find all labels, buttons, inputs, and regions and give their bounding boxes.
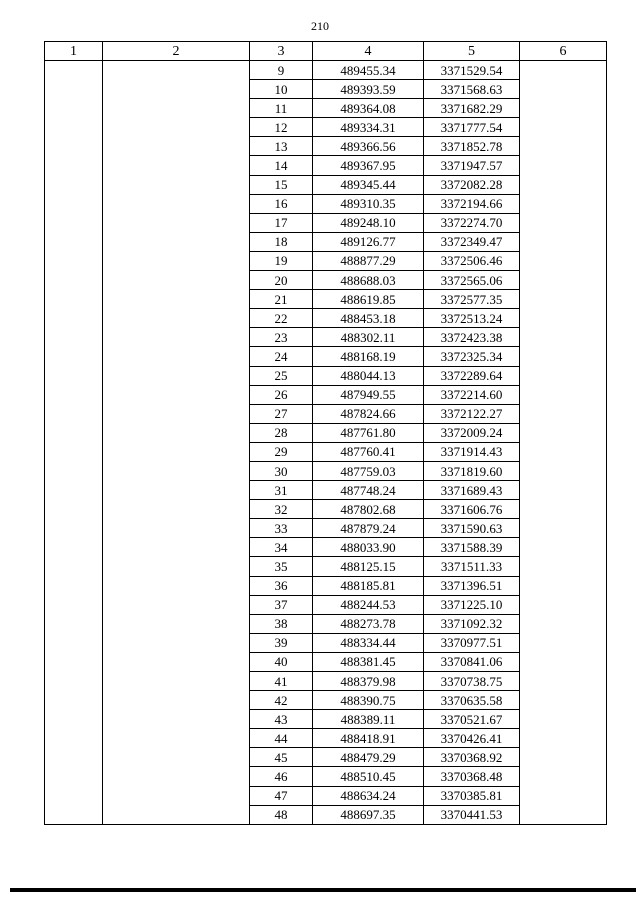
point-number-cell: 24 [250,347,313,366]
x-coordinate-cell: 489366.56 [313,137,424,156]
point-number-cell: 21 [250,290,313,309]
point-number-cell: 39 [250,633,313,652]
y-coordinate-cell: 3372194.66 [424,194,520,213]
column-header-2: 2 [103,42,250,61]
point-number-cell: 30 [250,461,313,480]
point-number-cell: 31 [250,481,313,500]
point-number-cell: 9 [250,61,313,80]
point-number-cell: 13 [250,137,313,156]
point-number-cell: 29 [250,442,313,461]
page-number: 210 [311,19,329,33]
y-coordinate-cell: 3371588.39 [424,538,520,557]
point-number-cell: 41 [250,672,313,691]
y-coordinate-cell: 3370441.53 [424,805,520,824]
y-coordinate-cell: 3372122.27 [424,404,520,423]
y-coordinate-cell: 3371529.54 [424,61,520,80]
x-coordinate-cell: 488510.45 [313,767,424,786]
point-number-cell: 48 [250,805,313,824]
table-row [45,61,607,80]
x-coordinate-cell: 488125.15 [313,557,424,576]
point-number-cell: 32 [250,500,313,519]
y-coordinate-cell: 3371590.63 [424,519,520,538]
x-coordinate-cell: 488379.98 [313,672,424,691]
y-coordinate-cell: 3372349.47 [424,232,520,251]
x-coordinate-cell: 487761.80 [313,423,424,442]
point-number-cell: 11 [250,99,313,118]
x-coordinate-cell: 488389.11 [313,710,424,729]
x-coordinate-cell: 489126.77 [313,232,424,251]
y-coordinate-cell: 3370368.48 [424,767,520,786]
point-number-cell: 15 [250,175,313,194]
footer-rule [10,888,636,892]
point-number-cell: 42 [250,691,313,710]
x-coordinate-cell: 488033.90 [313,538,424,557]
x-coordinate-cell: 488390.75 [313,691,424,710]
point-number-cell: 46 [250,767,313,786]
y-coordinate-cell: 3371568.63 [424,80,520,99]
y-coordinate-cell: 3372577.35 [424,290,520,309]
point-number-cell: 36 [250,576,313,595]
point-number-cell: 17 [250,213,313,232]
y-coordinate-cell: 3371225.10 [424,595,520,614]
x-coordinate-cell: 488877.29 [313,251,424,270]
point-number-cell: 34 [250,538,313,557]
y-coordinate-cell: 3372325.34 [424,347,520,366]
y-coordinate-cell: 3371852.78 [424,137,520,156]
y-coordinate-cell: 3370738.75 [424,672,520,691]
x-coordinate-cell: 488418.91 [313,729,424,748]
y-coordinate-cell: 3370521.67 [424,710,520,729]
point-number-cell: 12 [250,118,313,137]
y-coordinate-cell: 3371947.57 [424,156,520,175]
x-coordinate-cell: 487879.24 [313,519,424,538]
y-coordinate-cell: 3372009.24 [424,423,520,442]
column-header-4: 4 [313,42,424,61]
x-coordinate-cell: 489393.59 [313,80,424,99]
point-number-cell: 47 [250,786,313,805]
x-coordinate-cell: 487759.03 [313,461,424,480]
x-coordinate-cell: 488185.81 [313,576,424,595]
table-body [45,61,607,825]
x-coordinate-cell: 488302.11 [313,328,424,347]
point-number-cell: 14 [250,156,313,175]
x-coordinate-cell: 488273.78 [313,614,424,633]
column-header-1: 1 [45,42,103,61]
x-coordinate-cell: 489334.31 [313,118,424,137]
x-coordinate-cell: 487760.41 [313,442,424,461]
y-coordinate-cell: 3371777.54 [424,118,520,137]
y-coordinate-cell: 3371606.76 [424,500,520,519]
y-coordinate-cell: 3371819.60 [424,461,520,480]
x-coordinate-cell: 488619.85 [313,290,424,309]
x-coordinate-cell: 488453.18 [313,309,424,328]
x-coordinate-cell: 488634.24 [313,786,424,805]
y-coordinate-cell: 3370841.06 [424,652,520,671]
point-number-cell: 33 [250,519,313,538]
point-number-cell: 22 [250,309,313,328]
column-header-5: 5 [424,42,520,61]
y-coordinate-cell: 3370426.41 [424,729,520,748]
y-coordinate-cell: 3370368.92 [424,748,520,767]
point-number-cell: 20 [250,271,313,290]
x-coordinate-cell: 489345.44 [313,175,424,194]
point-number-cell: 45 [250,748,313,767]
y-coordinate-cell: 3371396.51 [424,576,520,595]
x-coordinate-cell: 488334.44 [313,633,424,652]
y-coordinate-cell: 3372513.24 [424,309,520,328]
x-coordinate-cell: 488168.19 [313,347,424,366]
point-number-cell: 19 [250,251,313,270]
x-coordinate-cell: 489455.34 [313,61,424,80]
x-coordinate-cell: 487748.24 [313,481,424,500]
y-coordinate-cell: 3371511.33 [424,557,520,576]
point-number-cell: 28 [250,423,313,442]
y-coordinate-cell: 3372565.06 [424,271,520,290]
point-number-cell: 18 [250,232,313,251]
point-number-cell: 25 [250,366,313,385]
y-coordinate-cell: 3370385.81 [424,786,520,805]
y-coordinate-cell: 3370635.58 [424,691,520,710]
y-coordinate-cell: 3371092.32 [424,614,520,633]
y-coordinate-cell: 3372506.46 [424,251,520,270]
x-coordinate-cell: 488697.35 [313,805,424,824]
x-coordinate-cell: 488244.53 [313,595,424,614]
point-number-cell: 40 [250,652,313,671]
x-coordinate-cell: 489248.10 [313,213,424,232]
x-coordinate-cell: 489367.95 [313,156,424,175]
point-number-cell: 10 [250,80,313,99]
point-number-cell: 37 [250,595,313,614]
point-number-cell: 38 [250,614,313,633]
x-coordinate-cell: 489310.35 [313,194,424,213]
y-coordinate-cell: 3371914.43 [424,442,520,461]
point-number-cell: 26 [250,385,313,404]
coordinates-table [44,41,607,825]
column-2-cell [103,61,250,825]
point-number-cell: 44 [250,729,313,748]
y-coordinate-cell: 3372082.28 [424,175,520,194]
column-header-3: 3 [250,42,313,61]
point-number-cell: 35 [250,557,313,576]
x-coordinate-cell: 489364.08 [313,99,424,118]
x-coordinate-cell: 488688.03 [313,271,424,290]
point-number-cell: 23 [250,328,313,347]
x-coordinate-cell: 488479.29 [313,748,424,767]
x-coordinate-cell: 487949.55 [313,385,424,404]
column-1-cell [45,61,103,825]
column-header-6: 6 [520,42,607,61]
x-coordinate-cell: 487802.68 [313,500,424,519]
point-number-cell: 43 [250,710,313,729]
y-coordinate-cell: 3371682.29 [424,99,520,118]
x-coordinate-cell: 488044.13 [313,366,424,385]
header-row [45,42,607,61]
y-coordinate-cell: 3372274.70 [424,213,520,232]
point-number-cell: 27 [250,404,313,423]
point-number-cell: 16 [250,194,313,213]
y-coordinate-cell: 3371689.43 [424,481,520,500]
y-coordinate-cell: 3370977.51 [424,633,520,652]
x-coordinate-cell: 488381.45 [313,652,424,671]
y-coordinate-cell: 3372214.60 [424,385,520,404]
y-coordinate-cell: 3372289.64 [424,366,520,385]
y-coordinate-cell: 3372423.38 [424,328,520,347]
column-6-cell [520,61,607,825]
x-coordinate-cell: 487824.66 [313,404,424,423]
